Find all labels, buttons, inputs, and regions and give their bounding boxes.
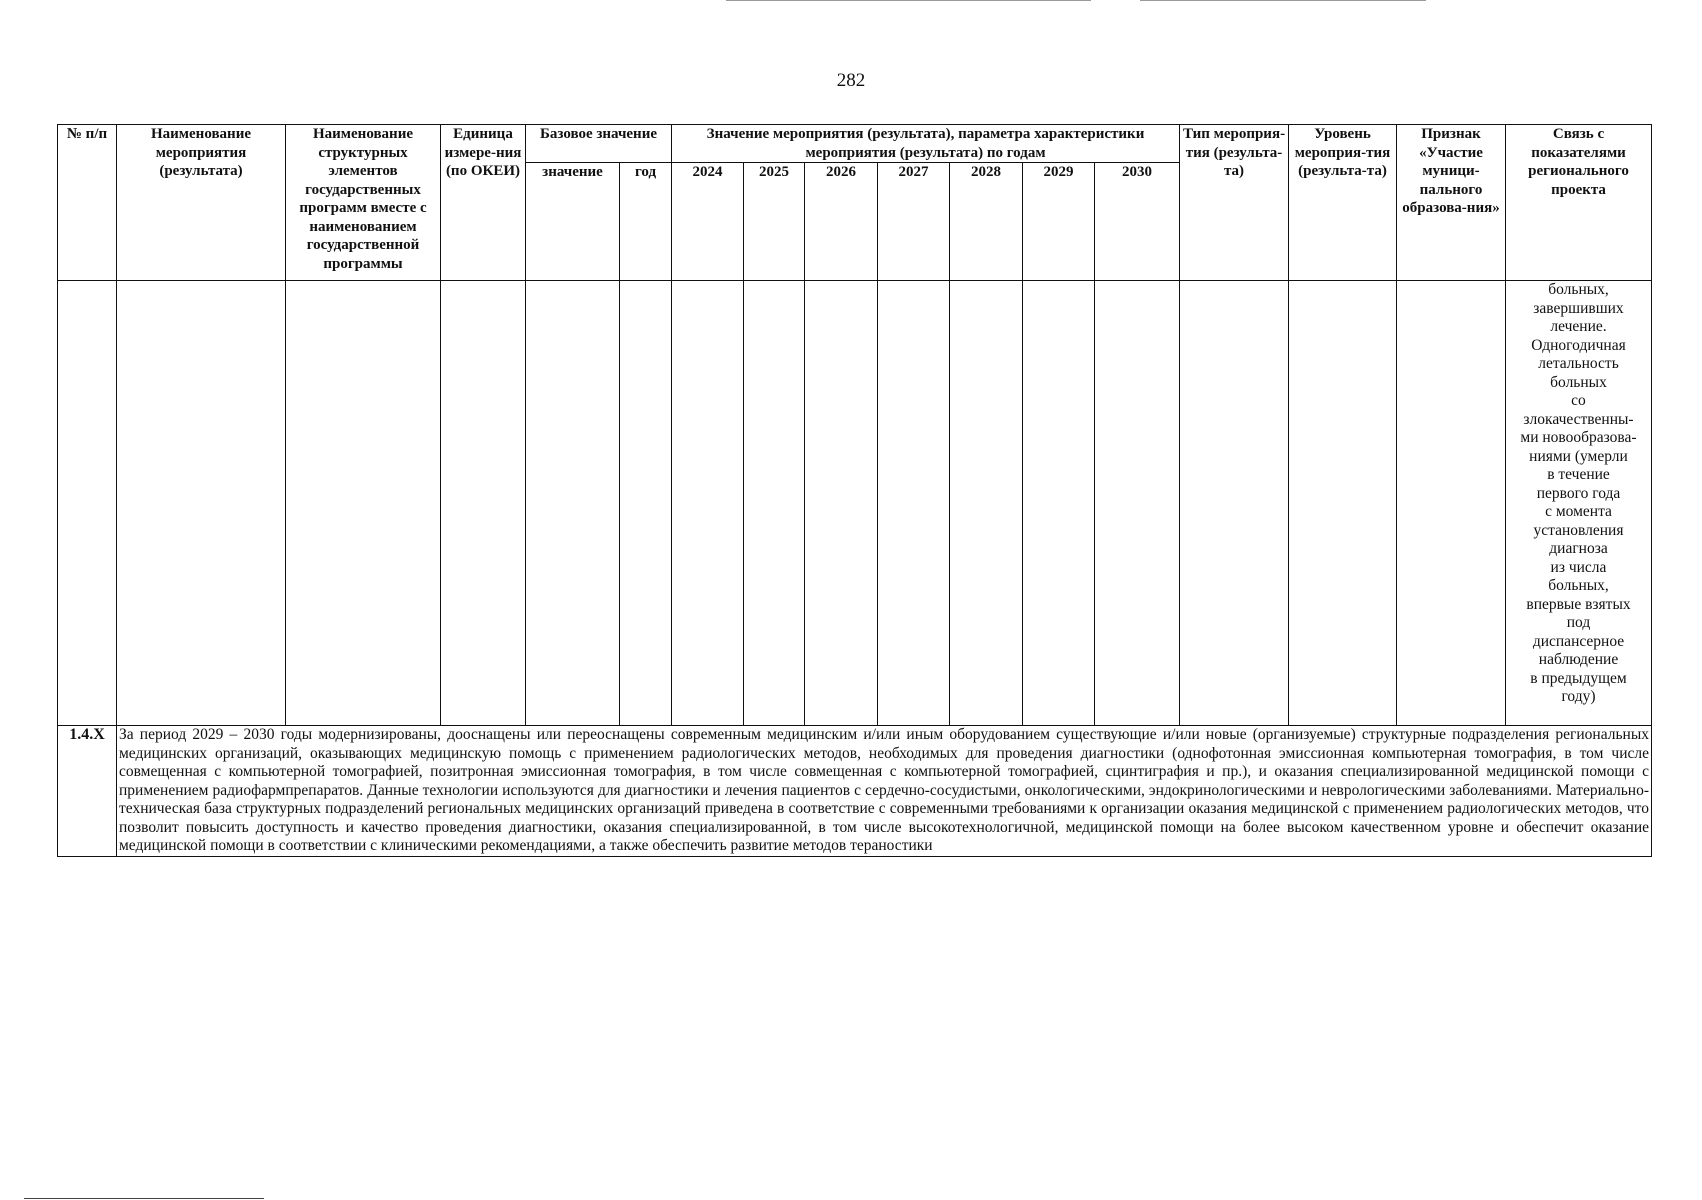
cell-empty	[805, 281, 878, 726]
item-description: За период 2029 – 2030 годы модернизированы, дооснащены или переоснащены современным медицинским и/или иным оборудованием существующие и/или новые (организуемые) структурные подразделения региональных медицинских организаций, оказывающих медицинскую помощь с применением радиологических методов, необходимых для проведения диагностики (однофотонная эмиссионная компьютерная томография, в том числе совмещенная с компьютерной томографией, позитронная эмиссионная томография, в том числе совмещенная с компьютерной томографией, сцинтиграфия и пр.), и оказания специализированной медицинской помощи с применением радиофармпрепаратов. Данные технологии используются для диагностики и лечения пациентов с сердечно-сосудистыми, онкологическими, эндокринологическими и неврологическими заболеваниями. Материально-техническая база структурных подразделений региональных медицинских организаций приведена в соответствие с современными требованиями к организации оказания медицинской с применением радиологических методов, что позволит повысить доступность и качество проведения диагностики, оказания специализированной, в том числе высокотехнологичной, медицинской помощи на более высоком качественном уровне и обеспечит оказание медицинской помощи в соответствии с клиническими рекомендациями, а также обеспечить развитие методов тераностики	[117, 726, 1652, 857]
cell-empty	[58, 281, 117, 726]
cell-empty	[1095, 281, 1180, 726]
link-text-line: в течение	[1547, 466, 1610, 483]
link-text-line: больных,	[1548, 577, 1609, 594]
header-num: № п/п	[58, 125, 117, 281]
cell-empty	[441, 281, 526, 726]
header-event-type: Тип мероприя-тия (результа-та)	[1180, 125, 1289, 281]
link-text-line: в предыдущем	[1530, 669, 1627, 687]
header-event-name: Наименование мероприятия (результата)	[117, 125, 286, 281]
link-text-line: впервые взятых	[1526, 595, 1631, 613]
cell-empty	[1289, 281, 1397, 726]
regional-indicator-link-text	[1506, 281, 1652, 726]
link-text-line: под	[1566, 614, 1591, 631]
link-text-line: злокачественны-	[1523, 410, 1634, 428]
link-text-line: больных,	[1548, 281, 1609, 298]
link-text-line: летальность	[1538, 355, 1619, 372]
link-text-line: больных	[1550, 373, 1607, 391]
footnote-rule	[24, 1198, 264, 1199]
link-text-line: диспансерное	[1532, 632, 1625, 650]
cell-empty	[117, 281, 286, 726]
cell-empty	[286, 281, 441, 726]
header-base-value-group: Базовое значение	[526, 125, 672, 163]
cell-empty	[1397, 281, 1506, 726]
cell-empty	[744, 281, 805, 726]
header-year-2026: 2026	[805, 163, 878, 281]
header-year-2028: 2028	[950, 163, 1023, 281]
cell-empty	[878, 281, 950, 726]
cell-empty	[1180, 281, 1289, 726]
header-values-by-year-group: Значение мероприятия (результата), параметра характеристики мероприятия (результата) по годам	[672, 125, 1180, 163]
header-year-2025: 2025	[744, 163, 805, 281]
item-number: 1.4.X	[58, 726, 117, 857]
link-text-line: установления	[1533, 521, 1624, 539]
link-text-line: ми новообразова-	[1520, 429, 1637, 446]
header-year-2024: 2024	[672, 163, 744, 281]
cell-empty	[526, 281, 620, 726]
header-row-top	[58, 125, 1652, 163]
link-text-line: году)	[1561, 688, 1596, 705]
link-text-line: первого года	[1536, 484, 1621, 502]
cell-empty	[672, 281, 744, 726]
header-regional-indicators-link: Связь с показателями регионального проекта	[1506, 125, 1652, 281]
link-text-line: диагноза	[1549, 540, 1608, 557]
link-text-line: Одногодичная	[1531, 336, 1626, 354]
header-base-value: значение	[526, 163, 620, 281]
link-text-line: завершивших	[1533, 299, 1624, 317]
header-base-year: год	[620, 163, 672, 281]
scan-artifact-top-right	[1140, 0, 1426, 1]
header-year-2030: 2030	[1095, 163, 1180, 281]
header-unit: Единица измере-ния (по ОКЕИ)	[441, 125, 526, 281]
link-text-line: из числа	[1550, 558, 1607, 576]
link-text-line: лечение.	[1550, 318, 1607, 335]
continuation-row	[58, 281, 1652, 726]
cell-empty	[1023, 281, 1095, 726]
header-municipal-participation: Признак «Участие муници-пального образова-ния»	[1397, 125, 1506, 281]
item-row	[58, 726, 1652, 857]
link-text-line: наблюдение	[1538, 651, 1619, 668]
link-text-line: со	[1571, 392, 1586, 409]
header-event-level: Уровень мероприя-тия (результа-та)	[1289, 125, 1397, 281]
events-table	[57, 124, 1652, 857]
cell-empty	[950, 281, 1023, 726]
cell-empty	[620, 281, 672, 726]
header-year-2027: 2027	[878, 163, 950, 281]
link-text-line: с момента	[1545, 503, 1612, 520]
header-year-2029: 2029	[1023, 163, 1095, 281]
link-text-line: ниями (умерли	[1529, 447, 1628, 465]
header-structural-elements: Наименование структурных элементов государственных программ вместе с наименованием государственной программы	[286, 125, 441, 281]
scan-artifact-top-left	[726, 0, 1091, 1]
page-number: 282	[836, 70, 866, 91]
